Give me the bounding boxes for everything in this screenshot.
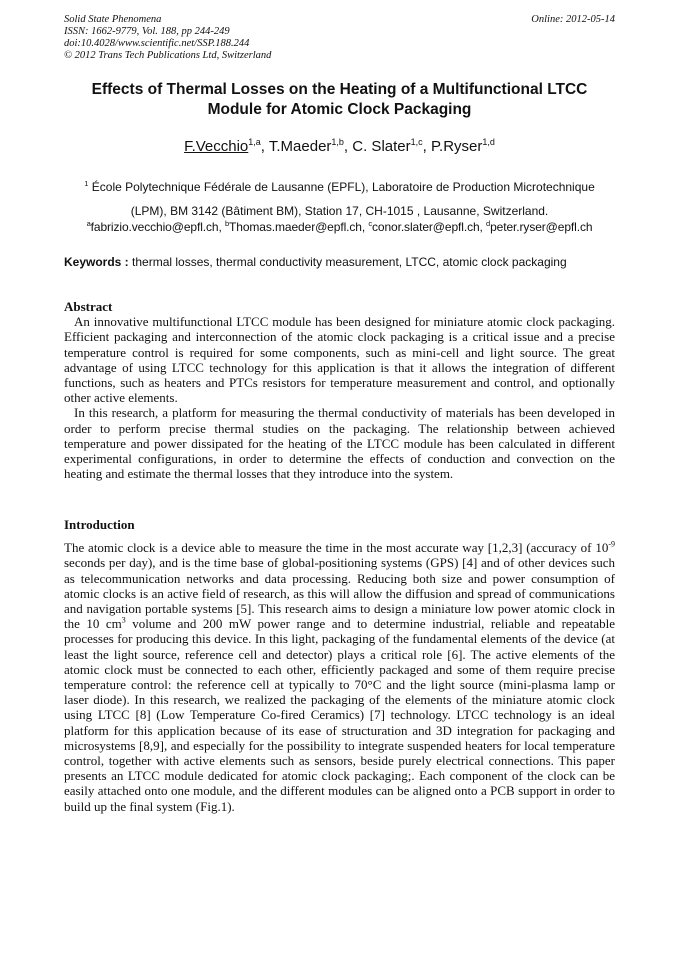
paper-title: Effects of Thermal Losses on the Heating of a Multifunctional LTCC Module for Atomic Clock Packaging [91, 81, 588, 118]
online-date: Online: 2012-05-14 [531, 14, 615, 25]
author-name: P.Ryser [430, 138, 483, 155]
email-sup: d [486, 219, 491, 228]
author-name: T.Maeder [268, 138, 332, 155]
affiliation-line: École Polytechnique Fédérale de Lausanne (EPFL), Laboratoire de Production Microtechnique [91, 180, 595, 194]
affiliation [64, 172, 615, 223]
author-name: C. Slater [352, 138, 411, 155]
email-link[interactable]: Thomas.maeder@epfl.ch, [229, 220, 366, 234]
author-list: F.Vecchio$^{1,a}$, T.Maeder$^{1,b}$, C. Slater$^{1,c}$, P.Ryser$^{1,d}$ [184, 137, 495, 155]
abstract-paragraph: In this research, a platform for measuring the thermal conductivity of materials has been developed in order to perform precise thermal studies on the packaging. The relationship between achieved temperature and power dissipated for the heating of the LTCC module has been calculated in different experimental configurations, in order to determine the effects of conduction and convection on the heating and estimate the thermal losses that they introduce into the system. [64, 405, 615, 482]
author-sup: 1,c [410, 137, 423, 147]
abstract-paragraph: An innovative multifunctional LTCC module has been designed for miniature atomic clock packaging. Efficient packaging and interconnection of the atomic clock packaging is a critical issue and a precise temperature control is required for some components, such as mini-cell and light source. The great advantage of using LTCC technology for this application is that it allows the integration of different functions, such as heaters and PTCs resistors for temperature measurement and control, and optionally other active elements. [64, 314, 615, 406]
journal-name: Solid State Phenomena [64, 14, 162, 25]
keywords-text: thermal losses, thermal conductivity measurement, LTCC, atomic clock packaging [132, 255, 567, 269]
copyright: © 2012 Trans Tech Publications Ltd, Switzerland [64, 50, 272, 61]
introduction-heading: Introduction [64, 517, 135, 532]
publication-header [64, 14, 615, 62]
author-sup: 1,b [331, 137, 344, 147]
author-name: F.Vecchio [184, 138, 249, 155]
email-sup: c [368, 219, 372, 228]
author-sup: 1,d [482, 137, 495, 147]
email-link[interactable]: peter.ryser@epfl.ch [490, 220, 593, 234]
doi: doi:10.4028/www.scientific.net/SSP.188.244 [64, 38, 250, 49]
affiliation-sup: 1 [84, 179, 89, 188]
email-sup: b [224, 219, 230, 228]
keywords [64, 255, 615, 269]
keywords-label: Keywords : [64, 255, 129, 269]
abstract-section [64, 299, 615, 481]
email-link[interactable]: fabrizio.vecchio@epfl.ch, [90, 220, 222, 234]
author-sup: 1,a [248, 137, 261, 147]
issn: ISSN: 1662-9779, Vol. 188, pp 244-249 [64, 26, 230, 37]
introduction-paragraph: The atomic clock is a device able to measure the time in the most accurate way [1,2,3] (accuracy of $10^{-9}$ seconds per day), and is the time base of global-positioning systems (GPS) [4] and of other devices such as telecommunication networks and data processing. Reducing both size and power consumption of atomic clocks is an active field of research, as this will allow the diffusion and spread of communications and navigation portable systems [5]. This research aims to design a miniature low power atomic clock in the 10 $cm^3$ volume and 200 mW power range and to determine industrial, reliable and repeatable processes for producing this device. In this light, packaging of the fundamental elements of the device (at least the light source, reference cell and detector) plays a critical role [6]. The active elements of the atomic clock must be connected to each other, efficiently packaged and some of them require precise temperature control: the reference cell at typically to 70°C and the light source (mini-plasma lamp or laser diode). In this research, we realized the packaging of the elements of the miniature atomic clock using LTCC [8] (Low Temperature Co-fired Ceramics) [7] technology. LTCC technology is an ideal platform for this application because of its ease of structuration and 3D integration for packaging and microsystems [8,9], and especially for the possibility to integrate suspended heaters for local temperature control, together with active elements such as sensors, beside purely electrical connections. This paper presents an LTCC module dedicated for atomic clock packaging;. Each component of the clock can be easily attached onto one module, and the different modules can be aligned onto a PCB support in order to build up the final system (Fig.1). [64, 539, 615, 814]
introduction-section [64, 517, 615, 814]
email-list [64, 219, 615, 234]
affiliation-line: (LPM), BM 3142 (Bâtiment BM), Station 17, CH-1015 , Lausanne, Switzerland. [130, 204, 549, 218]
email-sup: a [86, 219, 91, 228]
abstract-heading: Abstract [64, 299, 113, 314]
email-link[interactable]: conor.slater@epfl.ch, [371, 220, 483, 234]
